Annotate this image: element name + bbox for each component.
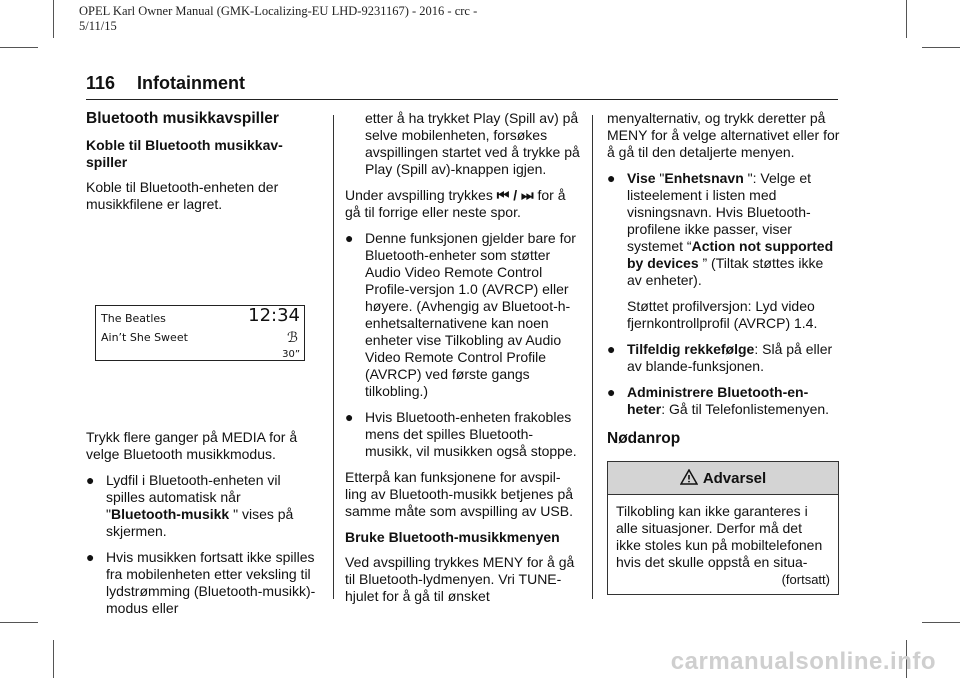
crop-mark	[922, 47, 960, 48]
support-text: Støttet profilversjon: Lyd video fjernkontrollprofil (AVRCP) 1.4.	[627, 298, 818, 331]
bullet-dot: ●	[345, 409, 354, 425]
list-item	[345, 409, 580, 460]
continued-label: (fortsatt)	[781, 572, 830, 587]
warning-box	[607, 461, 839, 595]
radio-display	[95, 305, 305, 361]
warning-icon	[680, 469, 698, 485]
display-artist: The Beatles	[101, 312, 166, 325]
after-text: Etterpå kan funksjonene for avspil-ling av Bluetooth-musikk betjenes på samme måte som avspilling av USB.	[345, 469, 574, 519]
bullet-text: Hvis Bluetooth-enheten frakobles mens det spilles Bluetooth-musikk, vil musikken også stoppe.	[365, 409, 577, 459]
bullet-text: ” (Tiltak støttes ikke av enheter).	[627, 255, 824, 288]
bullet-text: Denne funksjonen gjelder bare for Bluetooth-enheter som støtter Audio Video Remote Control Profile-versjon 1.0 (AVRCP) eller høyere. (Avhengig av Bluetoot-h-enhetsalternativene kan noen enheter vise Tilkobling av Audio Video Remote Control Profile (AVRCP) ved første gangs tilkobling.)	[365, 230, 576, 399]
skip-icons: ⏮ / ⏭	[496, 187, 534, 203]
list-item	[86, 549, 318, 617]
warning-text: Tilkobling kan ikke garanteres i alle situasjoner. Derfor må det ikke stoles kun på mobiltelefonen hvis det skulle oppstå en situa-	[616, 503, 823, 570]
text-span: for å gå til forrige eller neste spor.	[345, 187, 566, 220]
column-1	[86, 110, 318, 626]
page-title	[86, 73, 245, 94]
bullet-dot: ●	[86, 549, 95, 565]
list-item	[607, 341, 841, 375]
warning-header	[608, 462, 838, 495]
header-line-1: OPEL Karl Owner Manual (GMK-Localizing-EU LHD-9231167) - 2016 - crc -	[79, 4, 478, 18]
subheading: Koble til Bluetooth musikkav- spiller	[86, 137, 283, 170]
skip-track-text	[345, 187, 580, 221]
bullet-dot: ●	[607, 341, 616, 357]
header-line-2: 5/11/15	[79, 19, 117, 33]
page-number: 116	[86, 73, 116, 93]
column-divider	[592, 115, 593, 599]
warning-body	[608, 495, 838, 594]
bullet-text: " vises på skjermen.	[106, 506, 294, 539]
emergency-heading: Nødanrop	[607, 430, 681, 447]
continued-text: menyalternativ, og trykk deretter på MENY for å velge alternativet eller for å gå til den detaljerte menyen.	[607, 110, 840, 160]
bullet-dot: ●	[345, 230, 354, 246]
column-2	[345, 110, 580, 614]
list-item	[607, 384, 841, 418]
bullet-bold: Tilfeldig rekkefølge	[627, 341, 755, 357]
list-item	[86, 472, 318, 540]
display-volume: 30”	[282, 349, 300, 360]
crop-mark	[906, 0, 907, 38]
column-divider	[333, 115, 334, 599]
header-rule	[86, 99, 838, 100]
bullet-text: : Slå på eller av blande-funksjonen.	[627, 341, 833, 374]
menu-text: Ved avspilling trykkes MENY for å gå til Bluetooth-lydmenyen. Vri TUNE-hjulet for å gå til ønsket	[345, 554, 575, 604]
section-heading: Bluetooth musikkavspiller	[86, 110, 279, 127]
bullet-bold: Administrere Bluetooth-en-heter	[627, 384, 809, 417]
text-span: "	[655, 170, 665, 186]
crop-mark	[53, 0, 54, 38]
bullet-text: ": Velge et listeelement i listen med visningsnavn. Hvis Bluetooth-profilene ikke passer, viser systemet “	[627, 170, 812, 254]
display-song: Ain’t She Sweet	[101, 331, 188, 344]
text-span: Under avspilling trykkes	[345, 187, 493, 203]
document-header	[79, 4, 477, 34]
intro-text: Koble til Bluetooth-enheten der musikkfilene er lagret.	[86, 179, 279, 212]
crop-mark	[0, 622, 38, 623]
display-clock: 12:34	[248, 305, 300, 326]
section-title: Infotainment	[137, 73, 246, 93]
press-media-text: Trykk flere ganger på MEDIA for å velge Bluetooth musikkmodus.	[86, 429, 298, 462]
bluetooth-icon: ℬ	[286, 330, 298, 346]
bullet-bold: Enhetsnavn	[664, 170, 744, 186]
crop-mark	[53, 640, 54, 678]
crop-mark	[0, 47, 38, 48]
column-3	[607, 110, 841, 595]
list-item	[345, 230, 580, 400]
bullet-text: : Gå til Telefonlistemenyen.	[661, 401, 830, 417]
bullet-dot: ●	[607, 384, 616, 400]
list-item	[607, 170, 841, 289]
bullet-dot: ●	[607, 170, 616, 186]
subheading: Bruke Bluetooth-musikkmenyen	[345, 529, 560, 545]
continued-text: etter å ha trykket Play (Spill av) på selve mobilenheten, forsøkes avspillingen startet ved å trykke på Play (Spill av)-knappen igjen.	[365, 110, 580, 177]
bullet-dot: ●	[86, 472, 95, 488]
bullet-text: Hvis musikken fortsatt ikke spilles fra mobilenheten etter veksling til lydstrømming (Bluetooth-musikk)-modus eller	[106, 549, 316, 616]
warning-title: Advarsel	[702, 470, 767, 487]
watermark: carmanualsonline.info	[670, 648, 936, 675]
bullet-bold: Action not supported by devices	[627, 238, 834, 271]
bullet-bold: Bluetooth-musikk	[110, 506, 230, 522]
crop-mark	[922, 622, 960, 623]
bullet-bold: Vise	[627, 170, 656, 186]
bullet-text: Lydfil i Bluetooth-enheten vil spilles automatisk når "	[106, 472, 281, 522]
